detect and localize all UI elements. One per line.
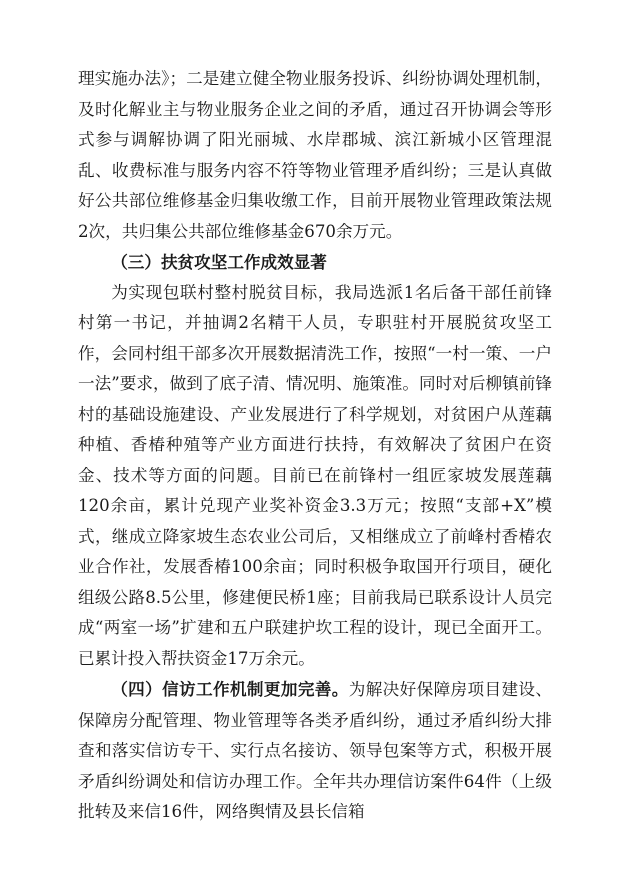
paragraph-continued: 理实施办法》；二是建立健全物业服务投诉、纠纷协调处理机制，及时化解业主与物业服务企业之间的矛盾，通过召开协调会等形式参与调解协调了阳光丽城、水岸郡城、滨江新城小区管理混乱、收费标准与服务内容不符等物业管理矛盾纠纷；三是认真做好公共部位维修基金归集收缴工作，目前开展物业管理政策法规2次，共归集公共部位维修基金670余万元。 xyxy=(78,69,552,241)
document-body xyxy=(78,64,552,828)
section-heading-4: （四）信访工作机制更加完善。 xyxy=(111,679,349,699)
paragraph-petition-text: 为解决好保障房项目建设、保障房分配管理、物业管理等各类矛盾纠纷，通过矛盾纠纷大排查和落实信访专干、实行点名接访、领导包案等方式，积极开展矛盾纠纷调处和信访办理工作。全年共办理信访案件64件（上级批转及来信16件，网络舆情及县长信箱 xyxy=(78,680,552,821)
section-heading-3: （三）扶贫攻坚工作成效显著 xyxy=(111,252,327,272)
paragraph-petition xyxy=(78,674,552,828)
paragraph-poverty-alleviation: 为实现包联村整村脱贫目标，我局选派1名后备干部任前锋村第一书记，并抽调2名精干人员，专职驻村开展脱贫攻坚工作，会同村组干部多次开展数据清洗工作，按照“一村一策、一户一法”要求，做到了底子清、情况明、施策准。同时对后柳镇前锋村的基础设施建设、产业发展进行了科学规划，对贫困户从莲藕种植、香椿种殖等产业方面进行扶持，有效解决了贫困户在资金、技术等方面的问题。目前已在前锋村一组匠家坡发展莲藕120余亩，累计兑现产业奖补资金3.3万元；按照“支部+X”模式，继成立降家坡生态农业公司后，又相继成立了前峰村香椿农业合作社，发展香椿100余亩；同时积极争取国开行项目，硬化组级公路8.5公里，修建便民桥1座；目前我局已联系设计人员完成“两室一场”扩建和五户联建护坎工程的设计，现已全面开工。已累计投入帮扶资金17万余元。 xyxy=(78,282,552,668)
